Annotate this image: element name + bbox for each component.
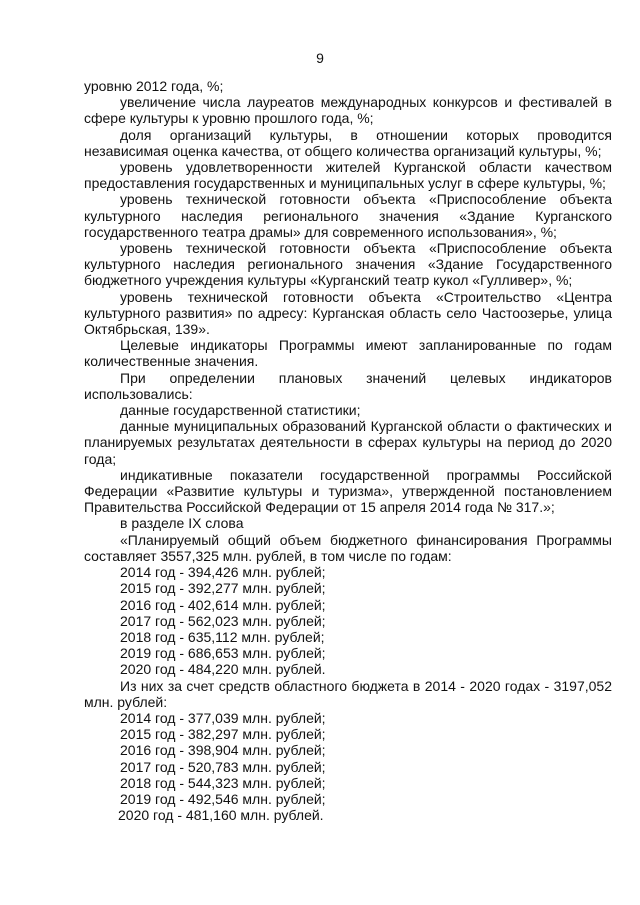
document-body [84, 78, 612, 823]
funding-year-line: 2016 год - 402,614 млн. рублей; [120, 596, 326, 613]
paragraph: индикативные показатели государственной программы Российской Федерации «Развитие культуры и туризма», утвержденной постановлением Правительства Российской Федерации от 15 апреля 2014 года № 317.»; [84, 466, 612, 516]
funding-year-line: 2020 год - 481,160 млн. рублей. [118, 807, 324, 824]
funding-year-line: 2018 год - 635,112 млн. рублей; [120, 628, 325, 645]
paragraph: доля организаций культуры, в отношении которых проводится независимая оценка качества, от общего количества организаций культуры, %; [84, 126, 612, 159]
paragraph: уровень технической готовности объекта «Приспособление объекта культурного наследия регионального значения «Здание Государственного бюджетного учреждения культуры «Курганский театр кукол «Гулливер», %; [84, 240, 612, 289]
funding-year-line: 2015 год - 382,297 млн. рублей; [120, 726, 326, 743]
paragraph: «Планируемый общий объем бюджетного финансирования Программы составляет 3557,325 млн. рублей, в том числе по годам: [84, 531, 612, 564]
funding-year-line: 2016 год - 398,904 млн. рублей; [120, 742, 326, 759]
paragraph: в разделе IX слова [120, 515, 244, 532]
funding-year-line: 2017 год - 562,023 млн. рублей; [120, 612, 326, 629]
paragraph: увеличение числа лауреатов международных конкурсов и фестивалей в сфере культуры к уровню прошлого года, %; [84, 94, 612, 127]
paragraph: уровень технической готовности объекта «Приспособление объекта культурного наследия регионального значения «Здание Курганского государственного театра драмы» для современного использования», %; [84, 191, 612, 240]
funding-year-line: 2017 год - 520,783 млн. рублей; [120, 758, 326, 775]
paragraph: уровень технической готовности объекта «Строительство «Центра культурного развития» по адресу: Курганская область село Частоозерье, улица Октябрьская, 139». [84, 288, 612, 338]
paragraph: данные государственной статистики; [120, 402, 361, 419]
funding-year-line: 2018 год - 544,323 млн. рублей; [120, 774, 326, 791]
funding-year-line: 2020 год - 484,220 млн. рублей. [120, 661, 326, 678]
paragraph: Целевые индикаторы Программы имеют запланированные по годам количественные значения. [84, 337, 612, 370]
paragraph: уровню 2012 года, %; [84, 78, 224, 94]
funding-year-line: 2019 год - 686,653 млн. рублей; [120, 645, 326, 662]
paragraph: При определении плановых значений целевых индикаторов использовались: [84, 369, 612, 402]
page-number: 9 [316, 50, 324, 66]
funding-year-line: 2014 год - 377,039 млн. рублей; [120, 709, 326, 726]
funding-year-line: 2014 год - 394,426 млн. рублей; [120, 564, 326, 581]
funding-year-line: 2015 год - 392,277 млн. рублей; [120, 580, 326, 597]
paragraph: Из них за счет средств областного бюджета в 2014 - 2020 годах - 3197,052 млн. рублей: [84, 677, 612, 710]
paragraph: уровень удовлетворенности жителей Курганской области качеством предоставления государственных и муниципальных услуг в сфере культуры, %; [84, 159, 612, 192]
paragraph: данные муниципальных образований Курганской области о фактических и планируемых результатах деятельности в сферах культуры на период до 2020 года; [84, 418, 612, 467]
funding-year-line: 2019 год - 492,546 млн. рублей; [120, 790, 326, 807]
